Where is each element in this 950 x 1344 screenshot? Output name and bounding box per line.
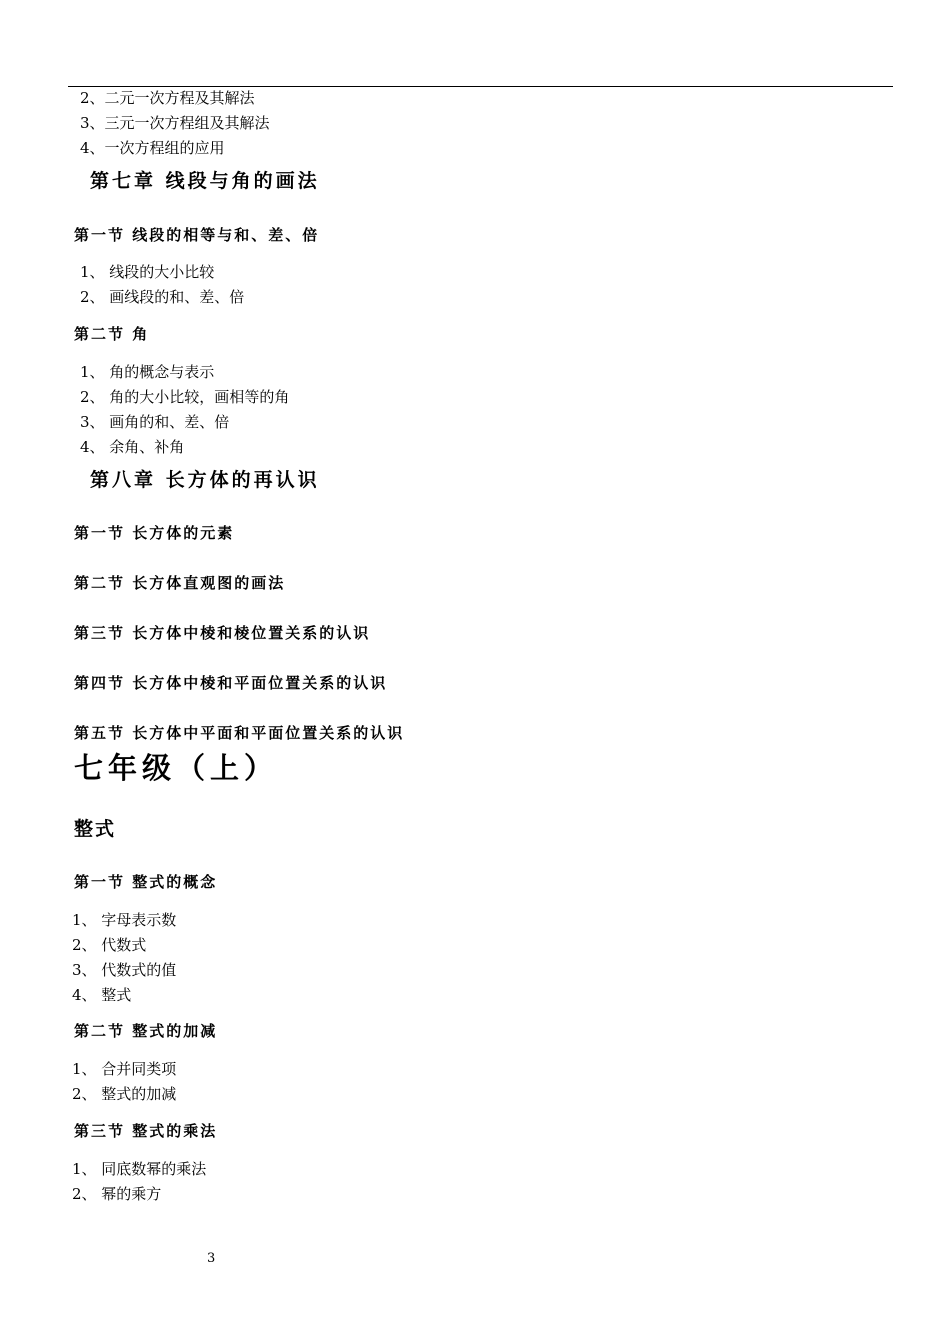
grade-heading: 七年级（上） <box>74 751 279 785</box>
list-item: 2、 整式的加减 <box>72 1085 177 1103</box>
section-title: 第二节 长方体直观图的画法 <box>74 574 286 592</box>
list-item: 2、 画线段的和、差、倍 <box>80 288 245 306</box>
section-title: 第一节 长方体的元素 <box>74 524 235 542</box>
list-item: 4、 余角、补角 <box>80 438 185 456</box>
list-item: 1、 同底数幂的乘法 <box>72 1160 207 1178</box>
list-item: 2、 幂的乘方 <box>72 1185 162 1203</box>
section-title: 第一节 线段的相等与和、差、倍 <box>74 226 320 244</box>
section-title: 第二节 整式的加减 <box>74 1022 218 1040</box>
list-item: 3、 画角的和、差、倍 <box>80 413 230 431</box>
list-item: 3、三元一次方程组及其解法 <box>80 114 270 132</box>
list-item: 1、 字母表示数 <box>72 911 177 929</box>
list-item: 2、 代数式 <box>72 936 147 954</box>
chapter-7-title: 第七章 线段与角的画法 <box>90 170 320 192</box>
section-title: 第三节 整式的乘法 <box>74 1122 218 1140</box>
list-item: 1、 线段的大小比较 <box>80 263 215 281</box>
section-title: 第一节 整式的概念 <box>74 873 218 891</box>
section-title: 第二节 角 <box>74 325 150 343</box>
list-item: 2、 角的大小比较，画相等的角 <box>80 388 290 406</box>
list-item: 4、一次方程组的应用 <box>80 139 225 157</box>
list-item: 1、 合并同类项 <box>72 1060 177 1078</box>
topic-heading: 整式 <box>74 818 117 840</box>
list-item: 1、 角的概念与表示 <box>80 363 215 381</box>
list-item: 2、二元一次方程及其解法 <box>80 89 255 107</box>
section-title: 第三节 长方体中棱和棱位置关系的认识 <box>74 624 371 642</box>
page-number: 3 <box>207 1251 216 1266</box>
list-item: 4、 整式 <box>72 986 132 1004</box>
chapter-8-title: 第八章 长方体的再认识 <box>90 469 320 491</box>
section-title: 第四节 长方体中棱和平面位置关系的认识 <box>74 674 388 692</box>
header-rule <box>68 86 893 87</box>
section-title: 第五节 长方体中平面和平面位置关系的认识 <box>74 724 405 742</box>
list-item: 3、 代数式的值 <box>72 961 177 979</box>
